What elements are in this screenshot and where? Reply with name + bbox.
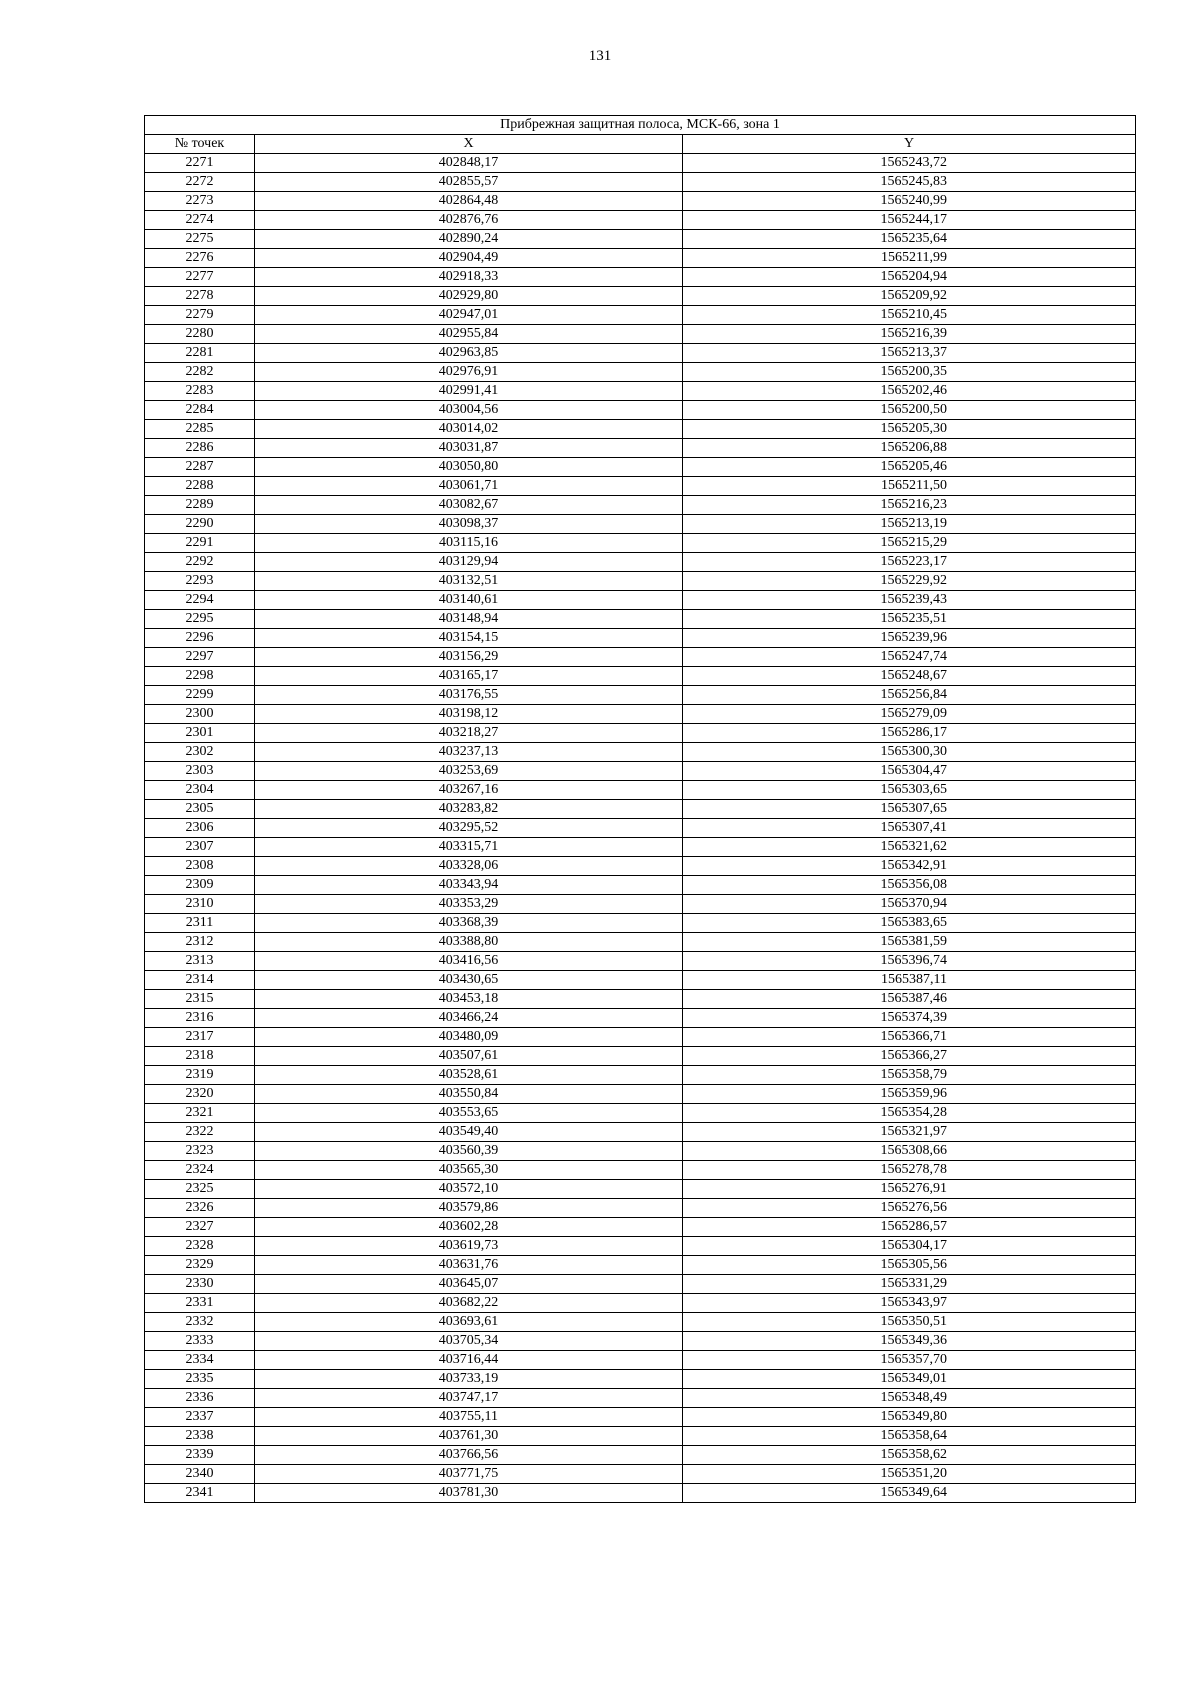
x-coordinate-cell: 403565,30 — [255, 1161, 683, 1180]
point-number-cell: 2337 — [145, 1408, 255, 1427]
table-row — [145, 496, 1136, 515]
table-row — [145, 629, 1136, 648]
point-number-cell: 2316 — [145, 1009, 255, 1028]
table-row — [145, 439, 1136, 458]
point-number-cell: 2310 — [145, 895, 255, 914]
x-coordinate-cell: 403353,29 — [255, 895, 683, 914]
table-row — [145, 325, 1136, 344]
table-row — [145, 211, 1136, 230]
table-row — [145, 553, 1136, 572]
point-number-cell: 2314 — [145, 971, 255, 990]
table-row — [145, 1465, 1136, 1484]
table-row — [145, 1180, 1136, 1199]
point-number-cell: 2322 — [145, 1123, 255, 1142]
point-number-cell: 2327 — [145, 1218, 255, 1237]
table-row — [145, 249, 1136, 268]
point-number-cell: 2320 — [145, 1085, 255, 1104]
point-number-cell: 2278 — [145, 287, 255, 306]
y-coordinate-cell: 1565206,88 — [683, 439, 1136, 458]
y-coordinate-cell: 1565354,28 — [683, 1104, 1136, 1123]
y-coordinate-cell: 1565300,30 — [683, 743, 1136, 762]
table-row — [145, 743, 1136, 762]
y-coordinate-cell: 1565305,56 — [683, 1256, 1136, 1275]
table-caption-row — [145, 116, 1136, 135]
y-coordinate-cell: 1565215,29 — [683, 534, 1136, 553]
y-coordinate-cell: 1565235,51 — [683, 610, 1136, 629]
y-coordinate-cell: 1565276,56 — [683, 1199, 1136, 1218]
table-row — [145, 876, 1136, 895]
x-coordinate-cell: 403682,22 — [255, 1294, 683, 1313]
x-coordinate-cell: 402904,49 — [255, 249, 683, 268]
point-number-cell: 2271 — [145, 154, 255, 173]
x-coordinate-cell: 402947,01 — [255, 306, 683, 325]
point-number-cell: 2290 — [145, 515, 255, 534]
x-coordinate-cell: 403165,17 — [255, 667, 683, 686]
point-number-cell: 2339 — [145, 1446, 255, 1465]
x-coordinate-cell: 403368,39 — [255, 914, 683, 933]
x-coordinate-cell: 403507,61 — [255, 1047, 683, 1066]
y-coordinate-cell: 1565343,97 — [683, 1294, 1136, 1313]
x-coordinate-cell: 403733,19 — [255, 1370, 683, 1389]
point-number-cell: 2331 — [145, 1294, 255, 1313]
table-row — [145, 1218, 1136, 1237]
y-coordinate-cell: 1565286,57 — [683, 1218, 1136, 1237]
table-row — [145, 800, 1136, 819]
y-coordinate-cell: 1565211,50 — [683, 477, 1136, 496]
y-coordinate-cell: 1565211,99 — [683, 249, 1136, 268]
x-coordinate-cell: 403388,80 — [255, 933, 683, 952]
table-row — [145, 306, 1136, 325]
table-row — [145, 1446, 1136, 1465]
x-coordinate-cell: 403781,30 — [255, 1484, 683, 1503]
y-coordinate-cell: 1565396,74 — [683, 952, 1136, 971]
x-coordinate-cell: 402929,80 — [255, 287, 683, 306]
y-coordinate-cell: 1565308,66 — [683, 1142, 1136, 1161]
table-row — [145, 1085, 1136, 1104]
table-row — [145, 1237, 1136, 1256]
x-coordinate-cell: 402963,85 — [255, 344, 683, 363]
point-number-cell: 2277 — [145, 268, 255, 287]
table-row — [145, 1332, 1136, 1351]
point-number-cell: 2317 — [145, 1028, 255, 1047]
point-number-cell: 2313 — [145, 952, 255, 971]
x-coordinate-cell: 403253,69 — [255, 762, 683, 781]
y-coordinate-cell: 1565243,72 — [683, 154, 1136, 173]
x-coordinate-cell: 403115,16 — [255, 534, 683, 553]
table-row — [145, 287, 1136, 306]
y-coordinate-cell: 1565239,43 — [683, 591, 1136, 610]
x-coordinate-cell: 403267,16 — [255, 781, 683, 800]
y-coordinate-cell: 1565202,46 — [683, 382, 1136, 401]
table-row — [145, 173, 1136, 192]
table-row — [145, 192, 1136, 211]
table-row — [145, 1066, 1136, 1085]
y-coordinate-cell: 1565256,84 — [683, 686, 1136, 705]
y-coordinate-cell: 1565304,47 — [683, 762, 1136, 781]
table-row — [145, 1389, 1136, 1408]
table-row — [145, 686, 1136, 705]
point-number-cell: 2341 — [145, 1484, 255, 1503]
y-coordinate-cell: 1565304,17 — [683, 1237, 1136, 1256]
y-coordinate-cell: 1565245,83 — [683, 173, 1136, 192]
point-number-cell: 2309 — [145, 876, 255, 895]
table-row — [145, 971, 1136, 990]
y-coordinate-cell: 1565200,50 — [683, 401, 1136, 420]
point-number-cell: 2319 — [145, 1066, 255, 1085]
table-row — [145, 1104, 1136, 1123]
table-row — [145, 1351, 1136, 1370]
y-coordinate-cell: 1565350,51 — [683, 1313, 1136, 1332]
x-coordinate-cell: 403631,76 — [255, 1256, 683, 1275]
x-coordinate-cell: 403705,34 — [255, 1332, 683, 1351]
x-coordinate-cell: 403132,51 — [255, 572, 683, 591]
table-row — [145, 1142, 1136, 1161]
point-number-cell: 2336 — [145, 1389, 255, 1408]
point-number-cell: 2334 — [145, 1351, 255, 1370]
y-coordinate-cell: 1565307,41 — [683, 819, 1136, 838]
table-row — [145, 515, 1136, 534]
column-header-y: Y — [683, 135, 1136, 154]
x-coordinate-cell: 403129,94 — [255, 553, 683, 572]
table-row — [145, 363, 1136, 382]
x-coordinate-cell: 402855,57 — [255, 173, 683, 192]
point-number-cell: 2292 — [145, 553, 255, 572]
x-coordinate-cell: 403154,15 — [255, 629, 683, 648]
table-row — [145, 534, 1136, 553]
y-coordinate-cell: 1565348,49 — [683, 1389, 1136, 1408]
point-number-cell: 2303 — [145, 762, 255, 781]
point-number-cell: 2323 — [145, 1142, 255, 1161]
point-number-cell: 2283 — [145, 382, 255, 401]
y-coordinate-cell: 1565351,20 — [683, 1465, 1136, 1484]
x-coordinate-cell: 402890,24 — [255, 230, 683, 249]
x-coordinate-cell: 403453,18 — [255, 990, 683, 1009]
y-coordinate-cell: 1565357,70 — [683, 1351, 1136, 1370]
column-header-point-number: № точек — [145, 135, 255, 154]
x-coordinate-cell: 403098,37 — [255, 515, 683, 534]
point-number-cell: 2297 — [145, 648, 255, 667]
y-coordinate-cell: 1565223,17 — [683, 553, 1136, 572]
column-header-x: X — [255, 135, 683, 154]
y-coordinate-cell: 1565358,79 — [683, 1066, 1136, 1085]
y-coordinate-cell: 1565239,96 — [683, 629, 1136, 648]
x-coordinate-cell: 403480,09 — [255, 1028, 683, 1047]
table-row — [145, 990, 1136, 1009]
x-coordinate-cell: 403771,75 — [255, 1465, 683, 1484]
point-number-cell: 2301 — [145, 724, 255, 743]
point-number-cell: 2330 — [145, 1275, 255, 1294]
point-number-cell: 2306 — [145, 819, 255, 838]
y-coordinate-cell: 1565358,64 — [683, 1427, 1136, 1446]
point-number-cell: 2286 — [145, 439, 255, 458]
table-row — [145, 952, 1136, 971]
table-row — [145, 819, 1136, 838]
x-coordinate-cell: 403716,44 — [255, 1351, 683, 1370]
y-coordinate-cell: 1565321,97 — [683, 1123, 1136, 1142]
table-row — [145, 838, 1136, 857]
table-row — [145, 1123, 1136, 1142]
point-number-cell: 2299 — [145, 686, 255, 705]
x-coordinate-cell: 403550,84 — [255, 1085, 683, 1104]
table-row — [145, 1408, 1136, 1427]
point-number-cell: 2318 — [145, 1047, 255, 1066]
x-coordinate-cell: 403176,55 — [255, 686, 683, 705]
y-coordinate-cell: 1565278,78 — [683, 1161, 1136, 1180]
point-number-cell: 2275 — [145, 230, 255, 249]
x-coordinate-cell: 403579,86 — [255, 1199, 683, 1218]
y-coordinate-cell: 1565286,17 — [683, 724, 1136, 743]
y-coordinate-cell: 1565349,64 — [683, 1484, 1136, 1503]
x-coordinate-cell: 403560,39 — [255, 1142, 683, 1161]
y-coordinate-cell: 1565358,62 — [683, 1446, 1136, 1465]
x-coordinate-cell: 403572,10 — [255, 1180, 683, 1199]
y-coordinate-cell: 1565349,80 — [683, 1408, 1136, 1427]
point-number-cell: 2300 — [145, 705, 255, 724]
x-coordinate-cell: 403430,65 — [255, 971, 683, 990]
x-coordinate-cell: 403082,67 — [255, 496, 683, 515]
x-coordinate-cell: 403761,30 — [255, 1427, 683, 1446]
x-coordinate-cell: 403218,27 — [255, 724, 683, 743]
table-row — [145, 895, 1136, 914]
x-coordinate-cell: 402955,84 — [255, 325, 683, 344]
table-row — [145, 1161, 1136, 1180]
table-row — [145, 154, 1136, 173]
point-number-cell: 2274 — [145, 211, 255, 230]
point-number-cell: 2335 — [145, 1370, 255, 1389]
y-coordinate-cell: 1565200,35 — [683, 363, 1136, 382]
x-coordinate-cell: 403619,73 — [255, 1237, 683, 1256]
point-number-cell: 2305 — [145, 800, 255, 819]
x-coordinate-cell: 403031,87 — [255, 439, 683, 458]
x-coordinate-cell: 403343,94 — [255, 876, 683, 895]
x-coordinate-cell: 403755,11 — [255, 1408, 683, 1427]
point-number-cell: 2273 — [145, 192, 255, 211]
y-coordinate-cell: 1565321,62 — [683, 838, 1136, 857]
table-row — [145, 344, 1136, 363]
x-coordinate-cell: 402991,41 — [255, 382, 683, 401]
y-coordinate-cell: 1565359,96 — [683, 1085, 1136, 1104]
table-row — [145, 401, 1136, 420]
table-row — [145, 1313, 1136, 1332]
table-row — [145, 1294, 1136, 1313]
point-number-cell: 2311 — [145, 914, 255, 933]
y-coordinate-cell: 1565349,36 — [683, 1332, 1136, 1351]
y-coordinate-cell: 1565303,65 — [683, 781, 1136, 800]
x-coordinate-cell: 403140,61 — [255, 591, 683, 610]
page-number: 131 — [588, 48, 612, 64]
point-number-cell: 2298 — [145, 667, 255, 686]
y-coordinate-cell: 1565229,92 — [683, 572, 1136, 591]
point-number-cell: 2281 — [145, 344, 255, 363]
x-coordinate-cell: 402976,91 — [255, 363, 683, 382]
point-number-cell: 2304 — [145, 781, 255, 800]
table-row — [145, 724, 1136, 743]
x-coordinate-cell: 403416,56 — [255, 952, 683, 971]
x-coordinate-cell: 403766,56 — [255, 1446, 683, 1465]
y-coordinate-cell: 1565247,74 — [683, 648, 1136, 667]
point-number-cell: 2288 — [145, 477, 255, 496]
table-row — [145, 1009, 1136, 1028]
table-row — [145, 1199, 1136, 1218]
table-caption: Прибрежная защитная полоса, МСК-66, зона 1 — [145, 116, 1136, 135]
point-number-cell: 2329 — [145, 1256, 255, 1275]
y-coordinate-cell: 1565383,65 — [683, 914, 1136, 933]
point-number-cell: 2296 — [145, 629, 255, 648]
point-number-cell: 2282 — [145, 363, 255, 382]
x-coordinate-cell: 403315,71 — [255, 838, 683, 857]
point-number-cell: 2324 — [145, 1161, 255, 1180]
table-row — [145, 1256, 1136, 1275]
table-row — [145, 933, 1136, 952]
table-row — [145, 591, 1136, 610]
table-row — [145, 705, 1136, 724]
x-coordinate-cell: 403466,24 — [255, 1009, 683, 1028]
x-coordinate-cell: 403328,06 — [255, 857, 683, 876]
point-number-cell: 2280 — [145, 325, 255, 344]
y-coordinate-cell: 1565370,94 — [683, 895, 1136, 914]
point-number-cell: 2321 — [145, 1104, 255, 1123]
y-coordinate-cell: 1565216,39 — [683, 325, 1136, 344]
y-coordinate-cell: 1565213,37 — [683, 344, 1136, 363]
x-coordinate-cell: 403528,61 — [255, 1066, 683, 1085]
table-row — [145, 477, 1136, 496]
x-coordinate-cell: 402918,33 — [255, 268, 683, 287]
y-coordinate-cell: 1565279,09 — [683, 705, 1136, 724]
x-coordinate-cell: 403014,02 — [255, 420, 683, 439]
x-coordinate-cell: 403553,65 — [255, 1104, 683, 1123]
y-coordinate-cell: 1565205,46 — [683, 458, 1136, 477]
table-row — [145, 572, 1136, 591]
x-coordinate-cell: 402848,17 — [255, 154, 683, 173]
y-coordinate-cell: 1565349,01 — [683, 1370, 1136, 1389]
table-row — [145, 914, 1136, 933]
y-coordinate-cell: 1565307,65 — [683, 800, 1136, 819]
x-coordinate-cell: 403747,17 — [255, 1389, 683, 1408]
y-coordinate-cell: 1565381,59 — [683, 933, 1136, 952]
table-row — [145, 1427, 1136, 1446]
y-coordinate-cell: 1565366,71 — [683, 1028, 1136, 1047]
y-coordinate-cell: 1565356,08 — [683, 876, 1136, 895]
table-row — [145, 781, 1136, 800]
point-number-cell: 2291 — [145, 534, 255, 553]
y-coordinate-cell: 1565209,92 — [683, 287, 1136, 306]
point-number-cell: 2307 — [145, 838, 255, 857]
y-coordinate-cell: 1565244,17 — [683, 211, 1136, 230]
y-coordinate-cell: 1565216,23 — [683, 496, 1136, 515]
y-coordinate-cell: 1565204,94 — [683, 268, 1136, 287]
point-number-cell: 2308 — [145, 857, 255, 876]
y-coordinate-cell: 1565331,29 — [683, 1275, 1136, 1294]
x-coordinate-cell: 403549,40 — [255, 1123, 683, 1142]
y-coordinate-cell: 1565276,91 — [683, 1180, 1136, 1199]
x-coordinate-cell: 403061,71 — [255, 477, 683, 496]
y-coordinate-cell: 1565342,91 — [683, 857, 1136, 876]
x-coordinate-cell: 403198,12 — [255, 705, 683, 724]
point-number-cell: 2284 — [145, 401, 255, 420]
x-coordinate-cell: 403602,28 — [255, 1218, 683, 1237]
table-row — [145, 268, 1136, 287]
point-number-cell: 2338 — [145, 1427, 255, 1446]
table-row — [145, 382, 1136, 401]
point-number-cell: 2294 — [145, 591, 255, 610]
y-coordinate-cell: 1565366,27 — [683, 1047, 1136, 1066]
x-coordinate-cell: 403004,56 — [255, 401, 683, 420]
point-number-cell: 2285 — [145, 420, 255, 439]
point-number-cell: 2295 — [145, 610, 255, 629]
table-row — [145, 610, 1136, 629]
x-coordinate-cell: 403050,80 — [255, 458, 683, 477]
y-coordinate-cell: 1565213,19 — [683, 515, 1136, 534]
point-number-cell: 2332 — [145, 1313, 255, 1332]
table-row — [145, 667, 1136, 686]
table-row — [145, 648, 1136, 667]
point-number-cell: 2272 — [145, 173, 255, 192]
point-number-cell: 2293 — [145, 572, 255, 591]
point-number-cell: 2302 — [145, 743, 255, 762]
point-number-cell: 2340 — [145, 1465, 255, 1484]
x-coordinate-cell: 403693,61 — [255, 1313, 683, 1332]
y-coordinate-cell: 1565387,46 — [683, 990, 1136, 1009]
table-row — [145, 1484, 1136, 1503]
table-row — [145, 762, 1136, 781]
y-coordinate-cell: 1565240,99 — [683, 192, 1136, 211]
table-row — [145, 857, 1136, 876]
y-coordinate-cell: 1565235,64 — [683, 230, 1136, 249]
x-coordinate-cell: 403156,29 — [255, 648, 683, 667]
point-number-cell: 2328 — [145, 1237, 255, 1256]
x-coordinate-cell: 402864,48 — [255, 192, 683, 211]
x-coordinate-cell: 403148,94 — [255, 610, 683, 629]
point-number-cell: 2326 — [145, 1199, 255, 1218]
point-number-cell: 2287 — [145, 458, 255, 477]
y-coordinate-cell: 1565205,30 — [683, 420, 1136, 439]
table-row — [145, 1275, 1136, 1294]
y-coordinate-cell: 1565248,67 — [683, 667, 1136, 686]
table-row — [145, 420, 1136, 439]
table-body — [145, 154, 1136, 1503]
x-coordinate-cell: 403283,82 — [255, 800, 683, 819]
y-coordinate-cell: 1565374,39 — [683, 1009, 1136, 1028]
point-number-cell: 2312 — [145, 933, 255, 952]
table-row — [145, 458, 1136, 477]
point-number-cell: 2276 — [145, 249, 255, 268]
point-number-cell: 2333 — [145, 1332, 255, 1351]
x-coordinate-cell: 403295,52 — [255, 819, 683, 838]
table-row — [145, 1370, 1136, 1389]
y-coordinate-cell: 1565387,11 — [683, 971, 1136, 990]
point-number-cell: 2315 — [145, 990, 255, 1009]
point-number-cell: 2289 — [145, 496, 255, 515]
x-coordinate-cell: 402876,76 — [255, 211, 683, 230]
coordinates-table — [144, 115, 1136, 1503]
table-row — [145, 230, 1136, 249]
point-number-cell: 2279 — [145, 306, 255, 325]
table-row — [145, 1047, 1136, 1066]
point-number-cell: 2325 — [145, 1180, 255, 1199]
table-row — [145, 1028, 1136, 1047]
table-header-row — [145, 135, 1136, 154]
y-coordinate-cell: 1565210,45 — [683, 306, 1136, 325]
x-coordinate-cell: 403237,13 — [255, 743, 683, 762]
x-coordinate-cell: 403645,07 — [255, 1275, 683, 1294]
